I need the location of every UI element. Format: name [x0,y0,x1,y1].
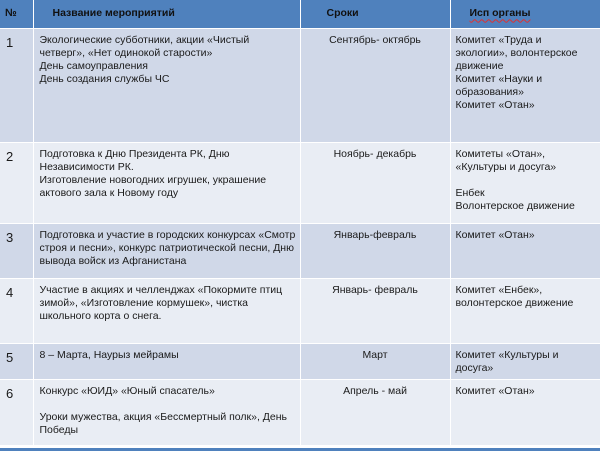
row-number: 5 [0,343,33,379]
period-cell: Январь-февраль [300,223,450,278]
row-number: 4 [0,278,33,343]
row-number: 3 [0,223,33,278]
period-cell: Ноябрь- декабрь [300,142,450,223]
org-line: Енбек [455,186,485,199]
org-line: Комитет «Отан» [455,228,535,241]
event-line: Уроки мужества, акция «Бессмертный полк», День Победы [39,410,288,436]
event-line-spacer [40,398,296,411]
responsible-cell [450,142,600,223]
event-line: Экологические субботники, акции «Чистый четверг», «Нет одинокой старости» [39,33,250,59]
row-number: 2 [0,142,33,223]
event-line: День самоуправления [39,59,148,72]
org-line: Комитет «Енбек», волонтерское движение [455,283,574,309]
table-row [0,379,600,445]
header-event-name: Название мероприятий [33,0,300,28]
responsible-cell [450,278,600,343]
responsible-cell [450,343,600,379]
event-line: Изготовление новогодних игрушек, украшение актового зала к Новому году [39,173,267,199]
org-line: Комитет «Труда и экологии», волонтерское движение [455,33,578,72]
row-number: 6 [0,379,33,445]
org-line: Комитет «Культуры и досуга» [455,348,559,374]
responsible-cell [450,379,600,445]
row-number: 1 [0,28,33,142]
responsible-cell [450,223,600,278]
period-cell: Апрель - май [300,379,450,445]
event-line: Подготовка и участие в городских конкурсах «Смотр строя и песни», конкурс патриотической песни, Дню вывода войск из Афганистана [39,228,296,267]
event-line: День создания службы ЧС [39,72,170,85]
org-line: Комитет «Науки и образования» [455,72,543,98]
header-responsible [450,0,600,28]
event-line: Участие в акциях и челленджах «Покормите птиц зимой», «Изготовление кормушек», чистка школьного корта о снега. [39,283,283,322]
event-line: 8 – Марта, Наурыз мейрамы [39,348,179,361]
table-header-row [0,0,600,28]
event-name-cell [33,278,300,343]
event-name-cell [33,379,300,445]
org-line-spacer [456,174,597,187]
event-name-cell [33,223,300,278]
org-line: Волонтерское движение [455,199,575,212]
table-row [0,223,600,278]
event-name-cell [33,28,300,142]
org-line: Комитеты «Отан», «Культуры и досуга» [455,147,557,173]
header-responsible-text: Исп органы [469,7,531,20]
event-name-cell [33,343,300,379]
period-cell: Январь- февраль [300,278,450,343]
period-cell: Сентябрь- октябрь [300,28,450,142]
org-line: Комитет «Отан» [455,384,535,397]
period-cell: Март [300,343,450,379]
header-period: Сроки [300,0,450,28]
table-row [0,278,600,343]
responsible-cell [450,28,600,142]
table-row [0,142,600,223]
event-name-cell [33,142,300,223]
table-row [0,28,600,142]
event-line: Подготовка к Дню Президента РК, Дню Независимости РК. [39,147,230,173]
org-line: Комитет «Отан» [455,98,535,111]
event-line: Конкурс «ЮИД» «Юный спасатель» [39,384,215,397]
header-number: № [0,0,33,28]
table-row [0,343,600,379]
